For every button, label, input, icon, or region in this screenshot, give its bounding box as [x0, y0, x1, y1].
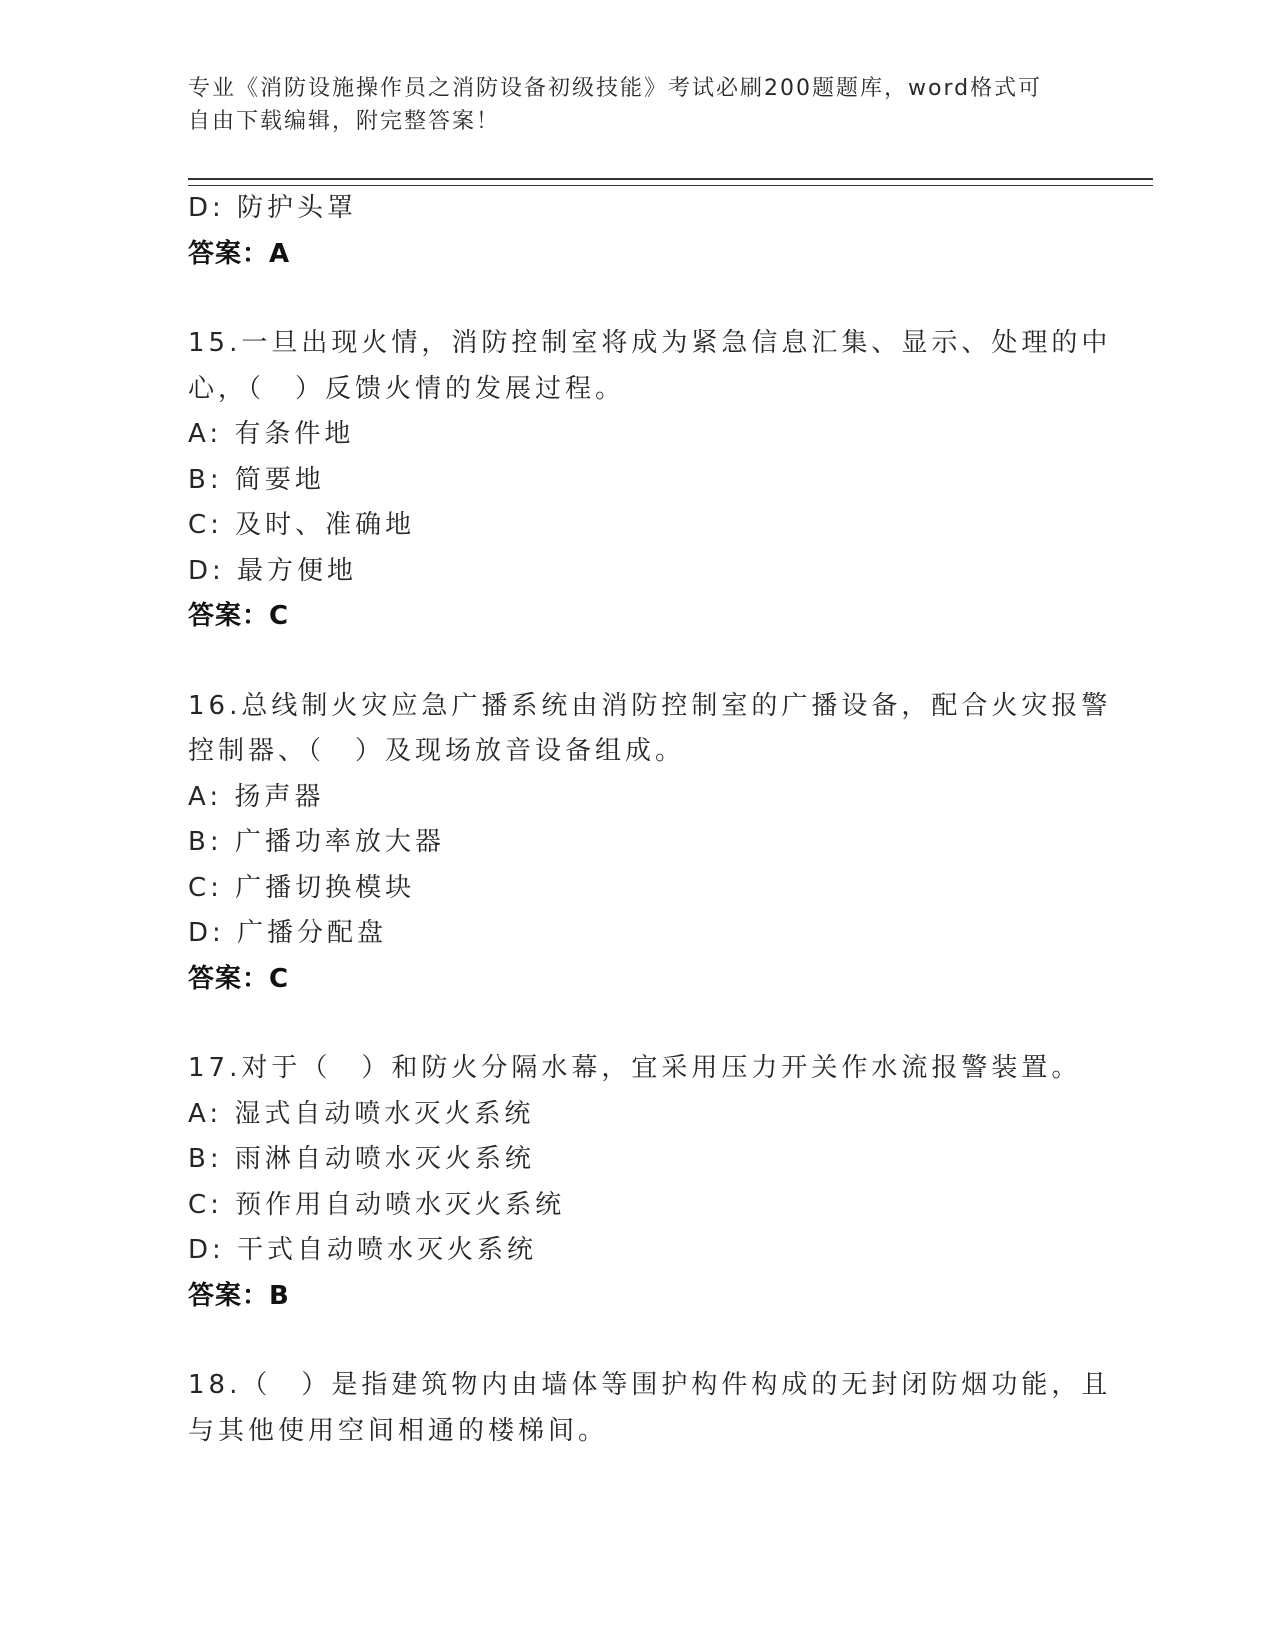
question-15-stem-line-2: 心，（ ）反馈火情的发展过程。 [188, 373, 626, 404]
question-17 [188, 1046, 1088, 1319]
question-18-stem-line-1: 18.（ ）是指建筑物内由墙体等围护构件构成的无封闭防烟功能，且 [188, 1370, 1112, 1400]
question-17-stem-line-1: 17.对于（ ）和防火分隔水幕，宜采用压力开关作水流报警装置。 [188, 1053, 1082, 1083]
question-17-answer: 答案：B [188, 1280, 290, 1311]
question-list [188, 186, 1112, 1454]
question-17-option-a: A: 湿式自动喷水灭火系统 [188, 1098, 535, 1129]
question-spacer [188, 640, 1088, 684]
question-15-option-c: C: 及时、准确地 [188, 510, 416, 540]
question-15-answer: 答案：C [188, 601, 290, 631]
question-16-answer: 答案：C [188, 963, 290, 994]
question-spacer [188, 1319, 1088, 1363]
question-14-answer: 答案：A [188, 238, 291, 269]
question-16-stem-line-1: 16.总线制火灾应急广播系统由消防控制室的广播设备，配合火灾报警 [188, 690, 1112, 721]
question-16 [188, 684, 1112, 1003]
question-15-option-b: B: 简要地 [188, 464, 325, 495]
question-15-stem-line-1: 15.一旦出现火情，消防控制室将成为紧急信息汇集、显示、处理的中 [188, 328, 1112, 358]
question-17-option-c: C: 预作用自动喷水灭火系统 [188, 1189, 566, 1220]
question-18-stem-line-2: 与其他使用空间相通的楼梯间。 [188, 1415, 609, 1446]
question-16-option-a: A: 扬声器 [188, 781, 325, 812]
header-title-line-1: 专业《消防设施操作员之消防设备初级技能》考试必刷200题题库，word格式可 [188, 76, 1043, 101]
question-15 [188, 321, 1112, 640]
header-title-line-2: 自由下载编辑，附完整答案！ [188, 109, 501, 134]
question-spacer [188, 277, 1088, 321]
question-14-option-d: D: 防护头罩 [188, 193, 358, 223]
question-14 [188, 186, 1088, 277]
question-16-option-c: C: 广播切换模块 [188, 872, 416, 903]
question-spacer [188, 1002, 1088, 1046]
question-17-option-b: B: 雨淋自动喷水灭火系统 [188, 1144, 535, 1174]
question-16-option-d: D: 广播分配盘 [188, 918, 388, 948]
question-15-option-d: D: 最方便地 [188, 555, 358, 586]
question-17-option-d: D: 干式自动喷水灭火系统 [188, 1235, 538, 1265]
question-16-option-b: B: 广播功率放大器 [188, 827, 445, 857]
header-divider [188, 178, 1153, 186]
question-18 [188, 1363, 1112, 1454]
question-16-stem-line-2: 控制器、（ ）及现场放音设备组成。 [188, 736, 686, 766]
question-15-option-a: A: 有条件地 [188, 419, 355, 449]
document-header [188, 72, 1088, 138]
